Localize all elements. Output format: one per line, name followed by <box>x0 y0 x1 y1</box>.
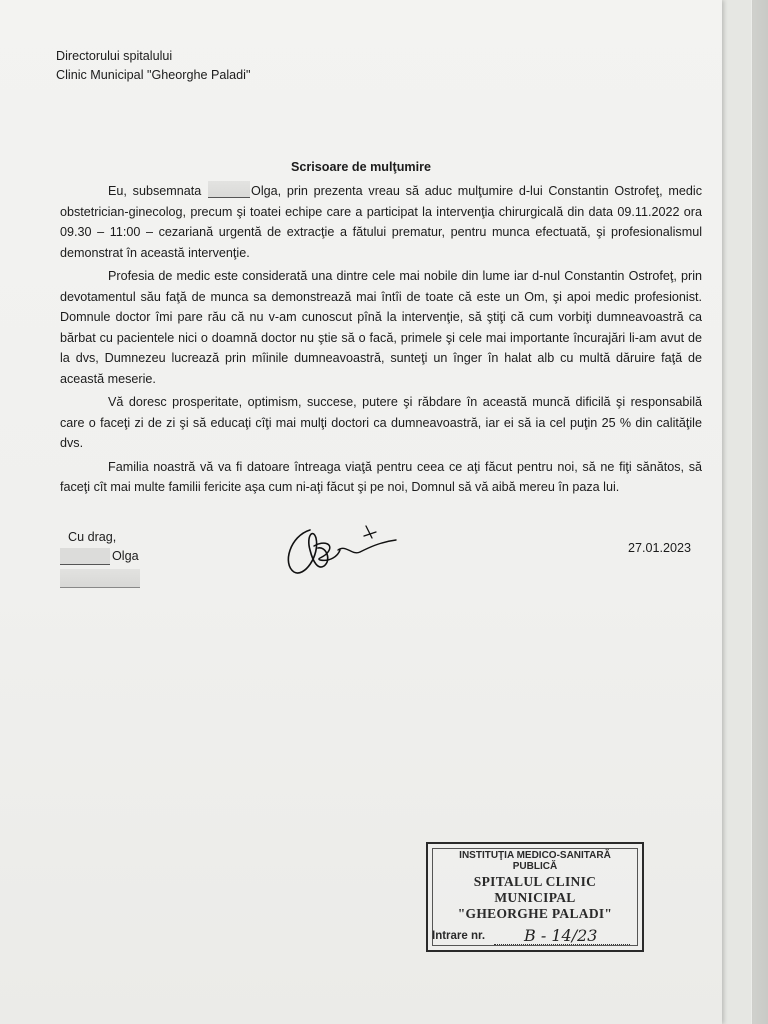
paragraph-3: Vă doresc prosperitate, optimism, succese, putere şi răbdare în această muncă dificilă şi responsabilă care o faceţi zi de zi şi să educaţi cîţi mai mulţi doctori ca dumneavoastră, iar ei să ia cel puţin 25 % din calităţile dvs. <box>60 395 702 450</box>
closing-name: Olga <box>112 549 139 563</box>
stamp-line-2: PUBLICĂ <box>512 861 558 872</box>
stamp-entry-number: B - 14/23 <box>524 926 598 945</box>
stamp-line-3: SPITALUL CLINIC <box>473 874 597 889</box>
closing-salutation: Cu drag, <box>68 530 117 544</box>
redacted-block <box>60 569 140 588</box>
paragraph-1-start: Eu, subsemnata <box>108 184 202 198</box>
stamp-line-5: "GHEORGHE PALADI" <box>457 906 613 921</box>
paragraph-1 <box>60 181 702 263</box>
letter-date: 27.01.2023 <box>628 541 692 555</box>
registration-stamp <box>426 842 644 952</box>
letter-title: Scrisoare de mulţumire <box>291 160 431 174</box>
stamp-institution-type <box>428 850 642 872</box>
redacted-surname-closing <box>60 548 110 565</box>
redacted-surname <box>208 181 250 198</box>
stamp-line-1: INSTITUŢIA MEDICO-SANITARĂ <box>459 850 611 861</box>
paragraph-1-rest: Olga, prin prezenta vreau să aduc mulţumire d-lui Constantin Ostrofeţ, medic obstetrician-ginecolog, precum şi toatei echipe care a participat la intervenţia chirurgicală din data 09.11.2022 ora 09.30 – 11:00 – cezariană urgentă de extracţie a fătului prematur, pentru munca efectuată, şi profesionalismul demonstrat în această intervenţie. <box>60 184 703 260</box>
paragraph-2: Profesia de medic este considerată una dintre cele mai nobile din lume iar d-nul Constantin Ostrofeţ, prin devotamentul său faţă de munca sa demonstrează mai întîi de toate că este un Om, şi apoi medic profesionist. Domnule doctor îmi pare rău că nu v-am cunoscut pînă la intervenţie, să ştiţi că cum vorbiţi dumneavoastră ca bărbat cu pacientele nici o doamnă doctor nu ştie să o facă, primele şi cele mai importante încurajări li-am avut de la dvs, Dumnezeu lucrează prin mîinile dumneavoastră, sunteţi un înger în halat alb cu multă dăruire faţă de această meserie. <box>60 269 702 386</box>
recipient-line-1: Directorului spitalului <box>56 49 173 63</box>
handwritten-signature <box>280 516 400 580</box>
stamp-entry-label: Intrare nr. <box>432 930 486 942</box>
stamp-line-4: MUNICIPAL <box>494 890 576 905</box>
paragraph-4: Familia noastră vă va fi datoare întreaga viaţă pentru ceea ce aţi făcut pentru noi, să ne fiţi sănătos, să faceţi cît mai multe familii fericite aşa cum ni-aţi făcut şi pe noi, Domnul să vă aibă mereu în paza lui. <box>60 459 702 494</box>
recipient-line-2: Clinic Municipal "Gheorghe Paladi" <box>56 68 251 82</box>
letter-body <box>60 181 702 501</box>
